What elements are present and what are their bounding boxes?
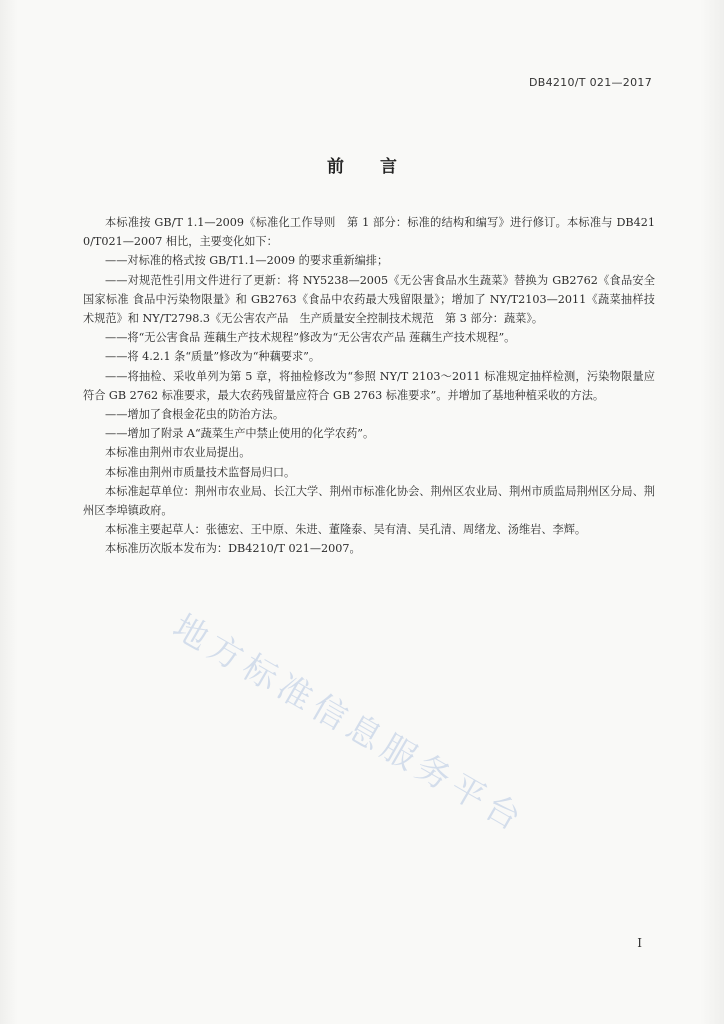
foreword-body [83, 213, 655, 559]
change-item-references: ——对规范性引用文件进行了更新：将 NY5238—2005《无公害食品水生蔬菜》替换为 GB2762《食品安全国家标准 食品中污染物限量》和 GB2763《食品中农药最大残留限量》；增加了 NY/T2103—2011《蔬菜抽样技术规范》和 NY/T2798.3《无公害农产品 生产质量安全控制技术规范 第 3 部分：蔬菜》。 [83, 273, 655, 326]
change-item-format: ——对标准的格式按 GB/T1.1—2009 的要求重新编排； [105, 254, 389, 268]
change-item-pest-control: ——增加了食根金花虫的防治方法。 [105, 408, 285, 422]
drafters: 本标准主要起草人：张德宏、王中原、朱进、董隆泰、吴有清、吴孔清、周绪龙、汤维岩、李辉。 [105, 523, 587, 537]
proposer-statement: 本标准由荆州市农业局提出。 [105, 446, 251, 460]
page-number: I [637, 936, 642, 950]
version-history: 本标准历次版本发布为：DB4210/T 021—2007。 [105, 542, 361, 556]
administrator-statement: 本标准由荆州市质量技术监督局归口。 [105, 465, 296, 479]
change-item-sampling: ——将抽检、采收单列为第 5 章，将抽检修改为“参照 NY/T 2103～2011 标准规定抽样检测，污染物限量应符合 GB 2762 标准要求，最大农药残留量应符合 GB 2763 标准要求”。并增加了基地种植采收的方法。 [83, 369, 655, 402]
document-code: DB4210/T 021—2017 [528, 76, 652, 89]
paragraph-intro: 本标准按 GB/T 1.1—2009《标准化工作导则 第 1 部分：标准的结构和编写》进行修订。本标准与 DB4210/T021—2007 相比，主要变化如下： [83, 216, 655, 249]
change-item-quality: ——将 4.2.1 条“质量”修改为“种藕要求”。 [105, 350, 321, 364]
watermark-text: 地方标准信息服务平台 [166, 606, 533, 842]
change-item-appendix: ——增加了附录 A“蔬菜生产中禁止使用的化学农药”。 [105, 427, 375, 441]
drafting-units: 本标准起草单位：荆州市农业局、长江大学、荆州市标准化协会、荆州区农业局、荆州市质监局荆州区分局、荆州区李埠镇政府。 [83, 484, 655, 518]
page-title: 前言 [327, 157, 433, 177]
change-item-title: ——将“无公害食品 莲藕生产技术规程”修改为“无公害农产品 莲藕生产技术规程”。 [105, 331, 516, 345]
